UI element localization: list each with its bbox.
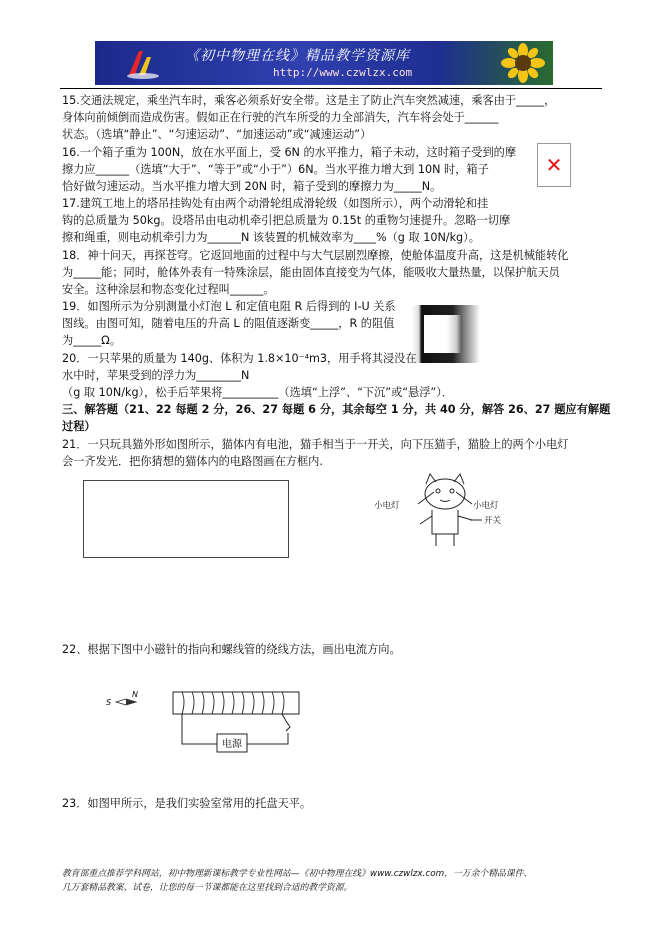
q18-line-1: 18．神十问天，再探苍穹。它返回地面的过程中与大气层剧烈摩擦，使舱体温度升高，这是机械能转化 — [62, 249, 569, 262]
q19-line-2: 图线。由图可知，随着电压的升高 L 的阻值逐渐变_____，R 的阻值 — [62, 317, 395, 330]
footer-line-2: 几万套精品教案、试卷，让您的每一节课都能在这里找到合适的教学资源。 — [62, 883, 353, 893]
cat-lamp-left-label: 小电灯 — [374, 501, 400, 511]
header-rule — [60, 88, 602, 89]
q23-line: 23．如图甲所示，是我们实验室常用的托盘天平。 — [62, 797, 312, 810]
q17-line-3: 擦和绳重，则电动机牵引力为______N 该装置的机械效率为____%（g 取 10N/kg）。 — [62, 231, 480, 244]
q17-line-1: 17.建筑工地上的塔吊挂钩处有由两个动滑轮组成滑轮级（如图所示），两个动滑轮和挂 — [62, 197, 489, 210]
solenoid-circuit-figure — [100, 683, 320, 755]
banner-title: 《初中物理在线》精品教学资源库 — [185, 48, 410, 64]
q20-line-1: 20．一只苹果的质量为 140g、体积为 1.8×10⁻⁴m3，用手将其浸没在 — [62, 352, 417, 365]
compass-needle-icon — [116, 699, 136, 705]
power-supply-label: 电源 — [222, 739, 242, 750]
iu-graph-inner — [424, 315, 462, 353]
site-logo-icon — [125, 47, 161, 79]
q19-line-3: 为_____Ω。 — [62, 334, 121, 347]
section3-heading-2: 过程） — [62, 420, 96, 433]
q21-line-1: 21．一只玩具猫外形如图所示，猫体内有电池，猫手相当于一开关，向下压猫手，猫脸上的两个小电灯 — [62, 438, 569, 451]
toy-cat-figure — [370, 472, 520, 552]
section3-heading-1: 三、解答题（21、22 每题 2 分，26、27 每题 6 分，其余每空 1 分，共 40 分，解答 26、27 题应有解题 — [62, 403, 611, 416]
needle-s-label: S — [106, 698, 112, 707]
q21-line-2: 会一齐发光．把你猜想的猫体内的电路图画在方框内. — [62, 455, 323, 468]
q15-line-3: 状态。（选填“静止”、“匀速运动”、“加速运动”或“减速运动”） — [62, 128, 372, 141]
cat-switch-label: 开关 — [484, 516, 502, 526]
broken-image-placeholder — [537, 143, 571, 187]
q19-line-1: 19．如图所示为分别测量小灯泡 L 和定值电阻 R 后得到的 I-U 关系 — [62, 300, 396, 313]
q18-line-2: 为_____能；同时，舱体外表有一特殊涂层，能由固体直接变为气体，能吸收大量热量，以保护航天员 — [62, 266, 560, 279]
q18-line-3: 安全。这种涂层和物态变化过程叫______。 — [62, 283, 275, 296]
footer-line-1: 教育部重点推荐学科网站，初中物理新课标教学专业性网站—《初中物理在线》www.czwlzx.com，一万余个精品课件、 — [62, 869, 533, 879]
q16-line-1: 16.一个箱子重为 100N，放在水平面上，受 6N 的水平推力，箱子未动，这时箱子受到的摩 — [62, 146, 517, 159]
needle-n-label: N — [132, 690, 138, 699]
q20-line-2: 水中时，苹果受到的浮力为________N — [62, 369, 250, 382]
header-banner — [95, 41, 553, 85]
iu-graph-figure — [412, 305, 480, 363]
q15-line-2: 身体向前倾倒而造成伤害。假如正在行驶的汽车所受的力全部消失，汽车将会处于______ — [62, 111, 499, 124]
cat-lamp-right-label: 小电灯 — [473, 501, 499, 511]
q16-line-2: 擦力应______（选填“大于”、“等于”或“小于”）6N。当水平推力增大到 10N 时，箱子 — [62, 163, 489, 176]
solenoid-core — [173, 692, 299, 714]
q15-line-1: 15.交通法规定，乘坐汽车时，乘客必须系好安全带。这是主了防止汽车突然减速，乘客由于_____， — [62, 94, 556, 107]
q17-line-2: 钩的总质量为 50kg。设塔吊由电动机牵引把总质量为 0.15t 的重物匀速提升。忽略一切摩 — [62, 214, 511, 227]
broken-image-icon: ✕ — [545, 153, 563, 177]
banner-url: http://www.czwlzx.com — [273, 66, 413, 79]
q22-line: 22、根据下图中小磁针的指向和螺线管的绕线方法，画出电流方向。 — [62, 643, 401, 656]
q20-line-3: （g 取 10N/kg），松手后苹果将__________（选填“上浮”、“下沉”或“悬浮”）． — [62, 386, 453, 399]
q21-answer-box[interactable] — [83, 480, 289, 558]
q16-line-3: 恰好做匀速运动。当水平推力增大到 20N 时，箱子受到的摩擦力为_____N。 — [62, 180, 442, 193]
sunflower-icon — [499, 43, 547, 83]
